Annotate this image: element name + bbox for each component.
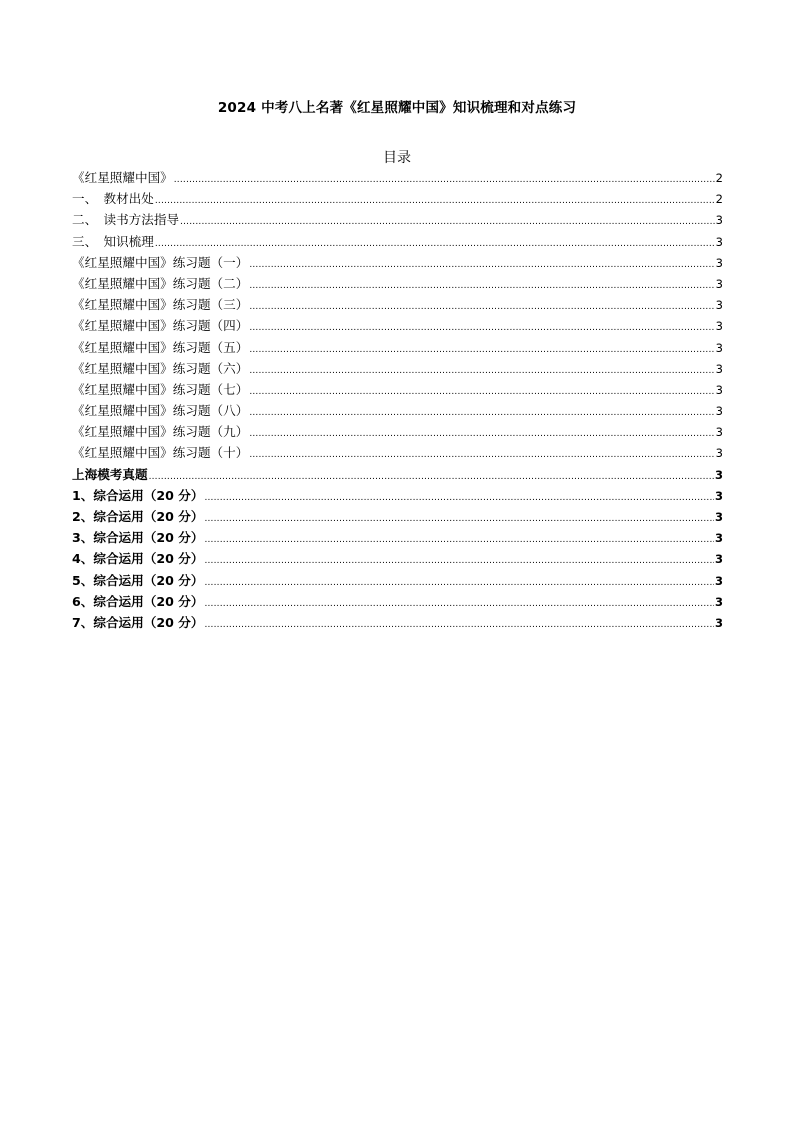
toc-entry-label: 3、综合运用（20 分） — [72, 530, 204, 546]
toc-entry[interactable] — [72, 570, 723, 591]
toc-entry[interactable] — [72, 527, 723, 548]
toc-page-number: 3 — [715, 425, 723, 440]
toc-dot-leader — [249, 255, 714, 276]
toc-page-number: 3 — [715, 255, 723, 270]
toc-entry-label: 《红星照耀中国》练习题（六） — [72, 360, 249, 376]
toc-page-number: 3 — [715, 276, 723, 291]
toc-entry-label: 《红星照耀中国》练习题（四） — [72, 318, 249, 334]
toc-entry-label: 《红星照耀中国》练习题（七） — [72, 381, 249, 397]
toc-entry[interactable] — [72, 464, 723, 485]
toc-entry-label: 《红星照耀中国》练习题（九） — [72, 424, 249, 440]
toc-page-number: 3 — [714, 488, 723, 503]
toc-entry-label: 《红星照耀中国》练习题（三） — [72, 297, 249, 313]
toc-dot-leader — [249, 403, 714, 424]
toc-dot-leader — [249, 297, 714, 318]
toc-dot-leader — [249, 276, 714, 297]
toc-entry[interactable] — [72, 548, 723, 569]
toc-dot-leader — [174, 170, 715, 191]
toc-entry-label: 1、综合运用（20 分） — [72, 487, 204, 503]
toc-page-number: 3 — [715, 361, 723, 376]
toc-dot-leader — [249, 340, 714, 361]
toc-dot-leader — [249, 318, 714, 339]
toc-page-number: 3 — [714, 615, 723, 630]
toc-page-number: 3 — [715, 446, 723, 461]
toc-entry[interactable] — [72, 231, 723, 252]
toc-entry-label: 上海模考真题 — [72, 466, 148, 482]
toc-entry[interactable] — [72, 591, 723, 612]
toc-page-number: 2 — [715, 171, 723, 185]
toc-entry-label: 《红星照耀中国》练习题（二） — [72, 275, 249, 291]
toc-page-number: 2 — [715, 192, 723, 207]
toc-dot-leader — [249, 445, 714, 466]
toc-page-number: 3 — [715, 234, 723, 249]
toc-entry[interactable] — [72, 209, 723, 230]
toc-entry[interactable] — [72, 506, 723, 527]
toc-page-number: 3 — [714, 594, 723, 609]
toc-dot-leader — [204, 594, 714, 615]
toc-entry-label: 2、综合运用（20 分） — [72, 509, 204, 524]
toc-dot-leader — [249, 382, 714, 403]
toc-entry-label: 《红星照耀中国》 — [72, 170, 173, 185]
toc-entry[interactable] — [72, 315, 723, 336]
toc-entry[interactable] — [72, 167, 723, 188]
toc-entry[interactable] — [72, 252, 723, 273]
toc-entry-label: 《红星照耀中国》练习题（八） — [72, 403, 249, 419]
toc-page-number: 3 — [715, 404, 723, 419]
toc-page-number: 3 — [714, 552, 723, 567]
toc-page-number: 3 — [715, 319, 723, 334]
toc-page-number: 3 — [715, 298, 723, 313]
toc-dot-leader — [204, 615, 714, 636]
toc-dot-leader — [180, 212, 715, 233]
toc-entry[interactable] — [72, 400, 723, 421]
toc-entry[interactable] — [72, 612, 723, 633]
toc-entry[interactable] — [72, 294, 723, 315]
toc-page-number: 3 — [715, 340, 723, 355]
toc-heading: 目录 — [383, 150, 411, 166]
toc-entry[interactable] — [72, 379, 723, 400]
toc-entry[interactable] — [72, 358, 723, 379]
toc-entry[interactable] — [72, 421, 723, 442]
toc-entry-label: 二、 读书方法指导 — [72, 212, 180, 228]
toc-dot-leader — [149, 467, 714, 488]
toc-page-number: 3 — [715, 382, 723, 397]
toc-entry-label: 7、综合运用（20 分） — [72, 614, 204, 630]
toc-dot-leader — [155, 191, 715, 212]
toc-entry[interactable] — [72, 485, 723, 506]
toc-dot-leader — [204, 573, 714, 594]
toc-entry-label: 5、综合运用（20 分） — [72, 572, 204, 588]
toc-dot-leader — [249, 361, 714, 382]
toc-dot-leader — [204, 509, 714, 530]
toc-dot-leader — [204, 488, 714, 509]
toc-entry-label: 6、综合运用（20 分） — [72, 593, 204, 609]
toc-page-number: 3 — [714, 531, 723, 546]
toc-page-number: 3 — [714, 573, 723, 588]
toc-entry-label: 《红星照耀中国》练习题（十） — [72, 445, 249, 461]
document-title: 2024 中考八上名著《红星照耀中国》知识梳理和对点练习 — [217, 100, 577, 116]
toc-entry[interactable] — [72, 442, 723, 463]
toc-entry[interactable] — [72, 188, 723, 209]
table-of-contents — [72, 167, 723, 633]
toc-entry-label: 一、 教材出处 — [72, 191, 154, 207]
toc-entry-label: 《红星照耀中国》练习题（五） — [72, 339, 249, 355]
toc-entry[interactable] — [72, 273, 723, 294]
toc-page-number: 3 — [714, 467, 723, 482]
toc-page-number: 3 — [715, 213, 723, 228]
toc-entry[interactable] — [72, 337, 723, 358]
toc-entry-label: 三、 知识梳理 — [72, 233, 154, 249]
toc-dot-leader — [249, 424, 714, 445]
toc-page-number: 3 — [714, 510, 723, 524]
toc-entry-label: 4、综合运用（20 分） — [72, 551, 204, 567]
toc-dot-leader — [204, 551, 714, 572]
toc-dot-leader — [204, 530, 714, 551]
toc-entry-label: 《红星照耀中国》练习题（一） — [72, 254, 249, 270]
